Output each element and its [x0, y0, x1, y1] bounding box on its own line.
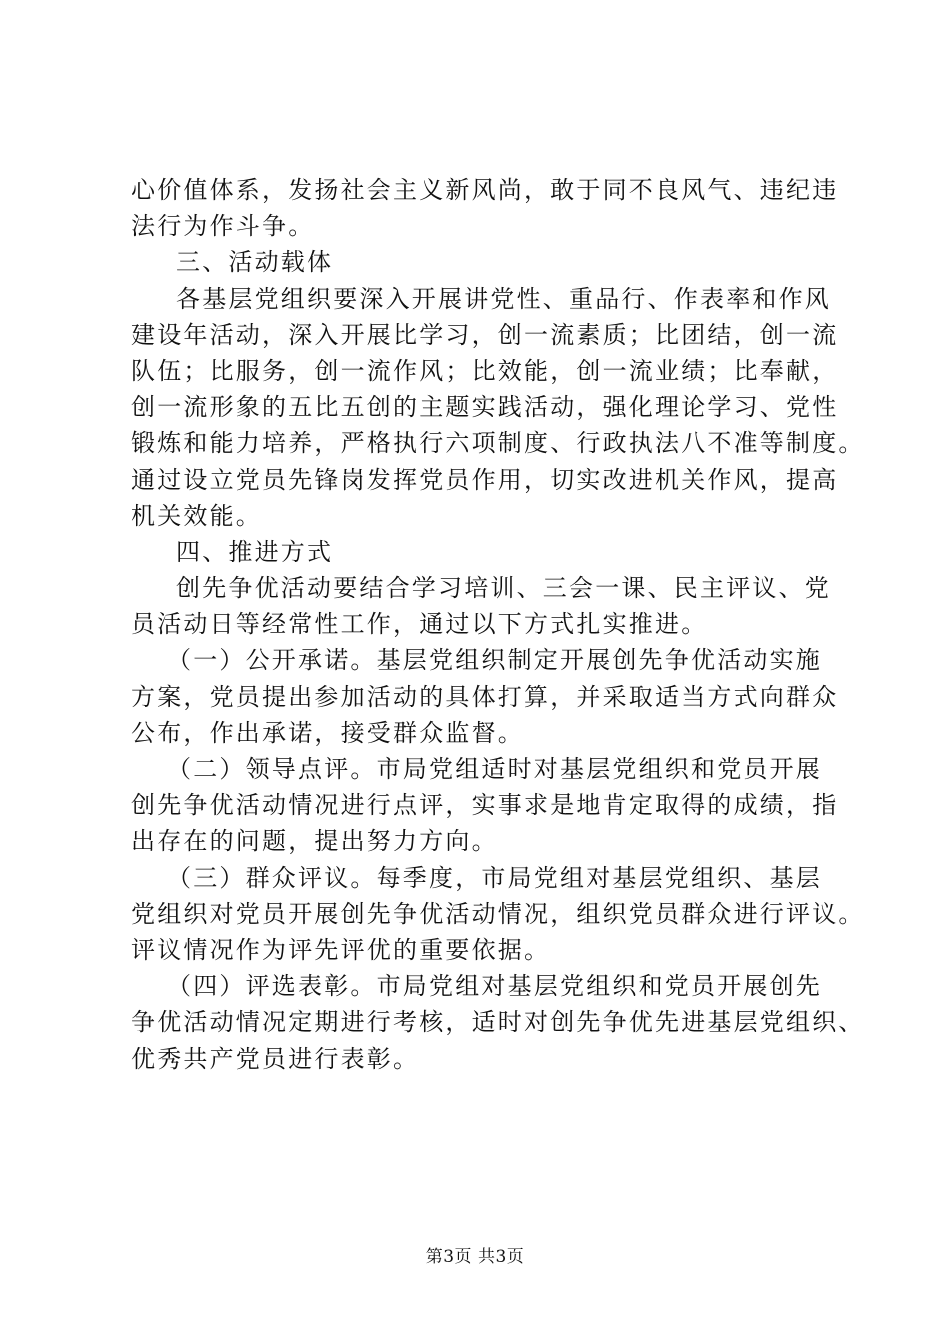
text-line: 建设年活动，深入开展比学习，创一流素质；比团结，创一流 [131, 320, 839, 349]
text-line: 党组织对党员开展创先争优活动情况，组织党员群众进行评议。 [131, 899, 865, 928]
text-line: 评议情况作为评先评优的重要依据。 [131, 935, 551, 964]
text-line: 四、推进方式 [176, 537, 334, 566]
text-line: （三）群众评议。每季度，市局党组对基层党组织、基层 [167, 863, 822, 892]
text-line: 通过设立党员先锋岗发挥党员作用，切实改进机关作风，提高 [131, 465, 839, 494]
document-body [131, 172, 865, 1077]
text-line: 公布，作出承诺，接受群众监督。 [131, 718, 524, 747]
text-line: 优秀共产党员进行表彰。 [131, 1044, 420, 1073]
text-line: （四）评选表彰。市局党组对基层党组织和党员开展创先 [167, 972, 822, 1001]
text-line: 心价值体系，发扬社会主义新风尚，敢于同不良风气、违纪违 [131, 176, 839, 204]
text-line: 机关效能。 [131, 501, 262, 530]
page-footer: 第3页 共3页 [425, 1247, 525, 1267]
text-line: 方案，党员提出参加活动的具体打算，并采取适当方式向群众 [131, 682, 839, 711]
text-line: 锻炼和能力培养，严格执行六项制度、行政执法八不准等制度。 [131, 429, 865, 458]
text-line: 创先争优活动情况进行点评，实事求是地肯定取得的成绩，指 [131, 791, 839, 820]
text-line: 出存在的问题，提出努力方向。 [131, 827, 498, 856]
text-line: 队伍；比服务，创一流作风；比效能，创一流业绩；比奉献， [131, 356, 839, 385]
text-line: 争优活动情况定期进行考核，适时对创先争优先进基层党组织、 [131, 1008, 865, 1037]
text-line: 创先争优活动要结合学习培训、三会一课、民主评议、党 [176, 574, 831, 603]
text-line: （一）公开承诺。基层党组织制定开展创先争优活动实施 [167, 646, 822, 675]
text-line: 法行为作斗争。 [131, 212, 315, 241]
text-line: （二）领导点评。市局党组适时对基层党组织和党员开展 [167, 755, 822, 783]
text-line: 三、活动载体 [176, 248, 334, 277]
text-line: 各基层党组织要深入开展讲党性、重品行、作表率和作风 [176, 284, 831, 313]
text-line: 员活动日等经常性工作，通过以下方式扎实推进。 [131, 610, 708, 639]
text-line: 创一流形象的五比五创的主题实践活动，强化理论学习、党性 [131, 393, 839, 422]
